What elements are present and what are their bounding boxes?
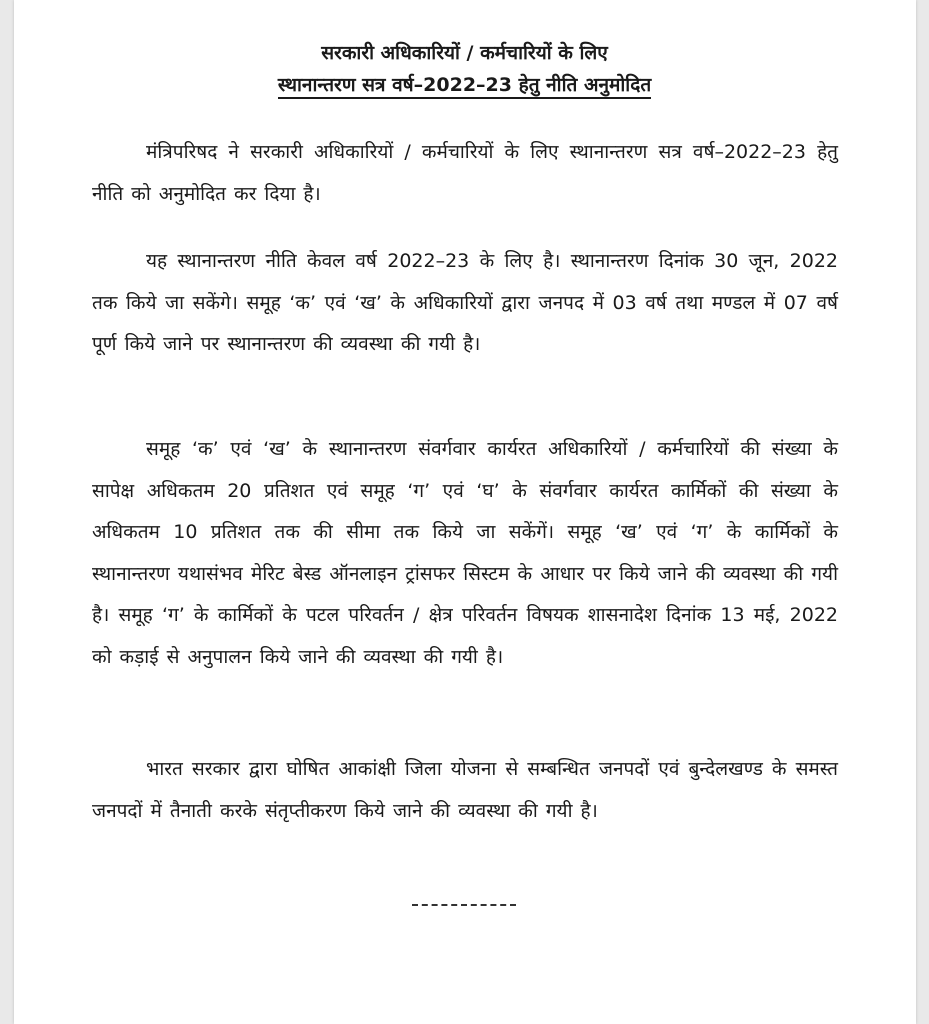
paragraph-transfer-period: यह स्थानान्तरण नीति केवल वर्ष 2022–23 के लिए है। स्थानान्तरण दिनांक 30 जून, 2022 तक किये जा सकेंगे। समूह ‘क’ एवं ‘ख’ के अधिकारियों द्वारा जनपद में 03 वर्ष तथा मण्डल में 07 वर्ष पूर्ण किये जाने पर स्थानान्तरण की व्यवस्था की गयी है। — [92, 250, 838, 355]
paragraph-transfer-limits: समूह ‘क’ एवं ‘ख’ के स्थानान्तरण संवर्गवार कार्यरत अधिकारियों / कर्मचारियों की संख्या के सापेक्ष अधिकतम 20 प्रतिशत एवं समूह ‘ग’ एवं ‘घ’ के संवर्गवार कार्यरत कार्मिकों की संख्या के अधिकतम 10 प्रतिशत तक की सीमा तक किये जा सकेंगें। समूह ‘ख’ एवं ‘ग’ के कार्मिकों के स्थानान्तरण यथासंभव मेरिट बेस्ड ऑनलाइन ट्रांसफर सिस्टम के आधार पर किये जाने की व्यवस्था की गयी है। समूह ‘ग’ के कार्मिकों के पटल परिवर्तन / क्षेत्र परिवर्तन विषयक शासनादेश दिनांक 13 मई, 2022 को कड़ाई से अनुपालन किये जाने की व्यवस्था की गयी है। — [92, 438, 838, 668]
document-title: सरकारी अधिकारियों / कर्मचारियों के लिए — [321, 42, 608, 64]
paragraph-approval: मंत्रिपरिषद ने सरकारी अधिकारियों / कर्मचारियों के लिए स्थानान्तरण सत्र वर्ष–2022–23 हेतु नीति को अनुमोदित कर दिया है। — [92, 141, 839, 205]
document-subtitle-text: स्थानान्तरण सत्र वर्ष–2022–23 हेतु नीति अनुमोदित — [278, 74, 651, 99]
paragraph-aspirational-districts: भारत सरकार द्वारा घोषित आकांक्षी जिला योजना से सम्बन्धित जनपदों एवं बुन्देलखण्ड के समस्त जनपदों में तैनाती करके संतृप्तीकरण किये जाने की व्यवस्था की गयी है। — [92, 758, 838, 822]
end-divider — [412, 904, 516, 906]
document-subtitle — [0, 72, 929, 98]
